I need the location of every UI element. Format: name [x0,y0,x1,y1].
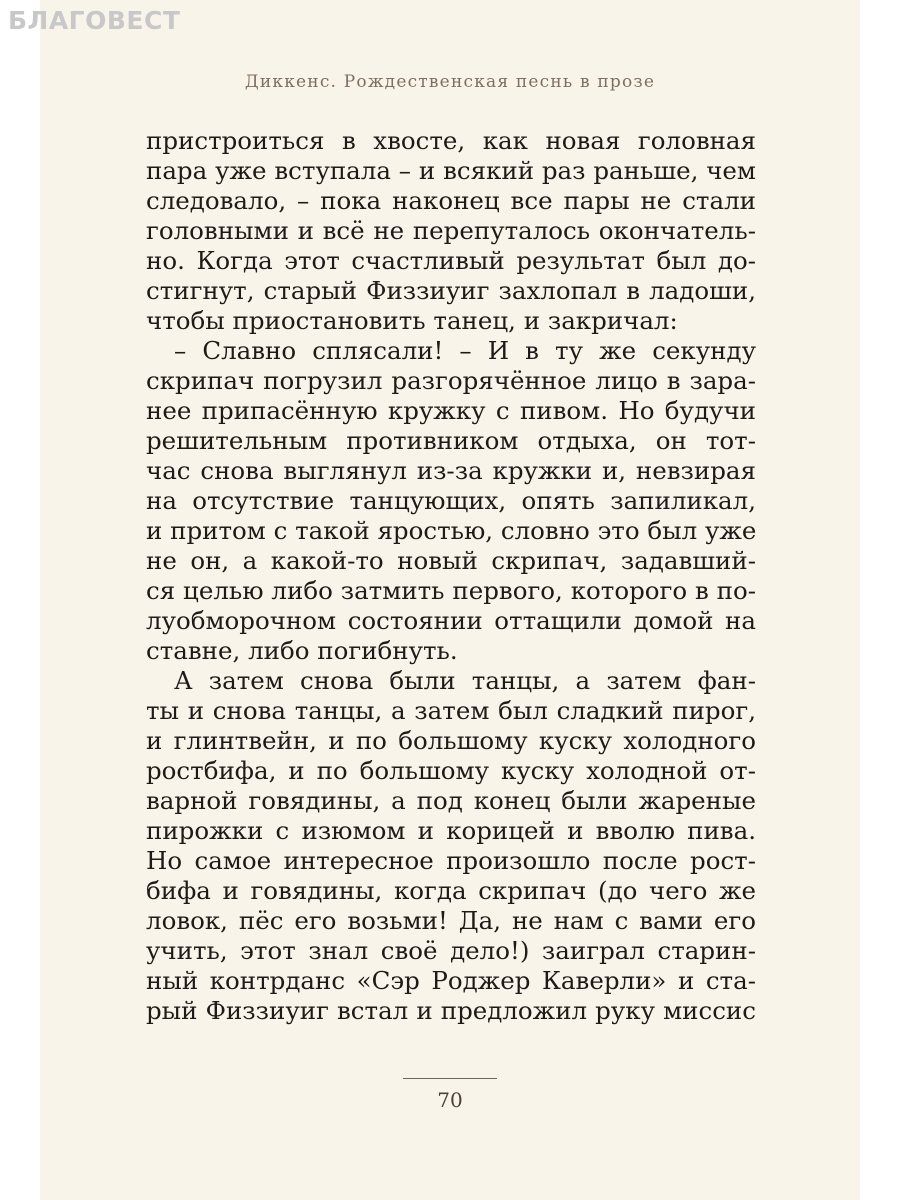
text-line: час снова выглянул из-за кружки и, невзирая [146,456,756,485]
text-line: стигнут, старый Физзиуиг захлопал в ладоши, [146,276,756,305]
text-line: варной говядины, а под конец были жареные [146,786,756,815]
text-line: не он, а какой-то новый скрипач, задавший- [146,546,756,575]
text-line: следовало, – пока наконец все пары не стали [146,186,756,215]
text-line: ся целью либо затмить первого, которого в по- [146,576,756,605]
text-line: бифа и говядины, когда скрипач (до чего же [146,876,756,905]
text-line: нее припасённую кружку с пивом. Но будучи [146,396,756,425]
text-line: но. Когда этот счастливый результат был до- [146,246,756,275]
text-line: решительным противником отдыха, он тот- [146,426,756,455]
text-line: А затем снова были танцы, а затем фан- [174,666,756,695]
folio-rule [403,1078,497,1079]
text-line: головными и всё не перепуталось окончатель- [146,216,756,245]
text-line: чтобы приостановить танец, и закричал: [146,306,678,335]
text-line: рый Физзиуиг встал и предложил руку миссис [146,996,756,1025]
text-line: и глинтвейн, и по большому куску холодного [146,726,756,755]
watermark-logo: БЛАГОВЕСТ [8,6,181,35]
body-text [146,126,756,1026]
text-line: – Славно сплясали! – И в ту же секунду [174,336,756,365]
text-line: ты и снова танцы, а затем был сладкий пирог, [146,696,756,725]
text-line: скрипач погрузил разгорячённое лицо в зара- [146,366,756,395]
text-line: ный контрданс «Сэр Роджер Каверли» и ста- [146,966,756,995]
text-line: на отсутствие танцующих, опять запиликал, [146,486,756,515]
text-line: ловок, пёс его возьми! Да, не нам с вами его [146,906,756,935]
page-number: 70 [437,1088,463,1112]
text-line: пирожки с изюмом и корицей и вволю пива. [146,816,756,845]
text-line: и притом с такой яростью, словно это был уже [146,516,757,545]
text-line: учить, этот знал своё дело!) заиграл старин- [146,936,756,965]
text-line: Но самое интересное произошло после рост- [146,846,756,875]
text-line: луобморочном состоянии оттащили домой на [146,606,756,635]
text-line: ставне, либо погибнуть. [146,636,458,665]
text-line: пара уже вступала – и всякий раз раньше, чем [146,156,756,185]
running-head: Диккенс. Рождественская песнь в прозе [244,72,656,92]
text-line: ростбифа, и по большому куску холодной от- [146,756,756,785]
text-line: пристроиться в хвосте, как новая головная [146,126,756,155]
